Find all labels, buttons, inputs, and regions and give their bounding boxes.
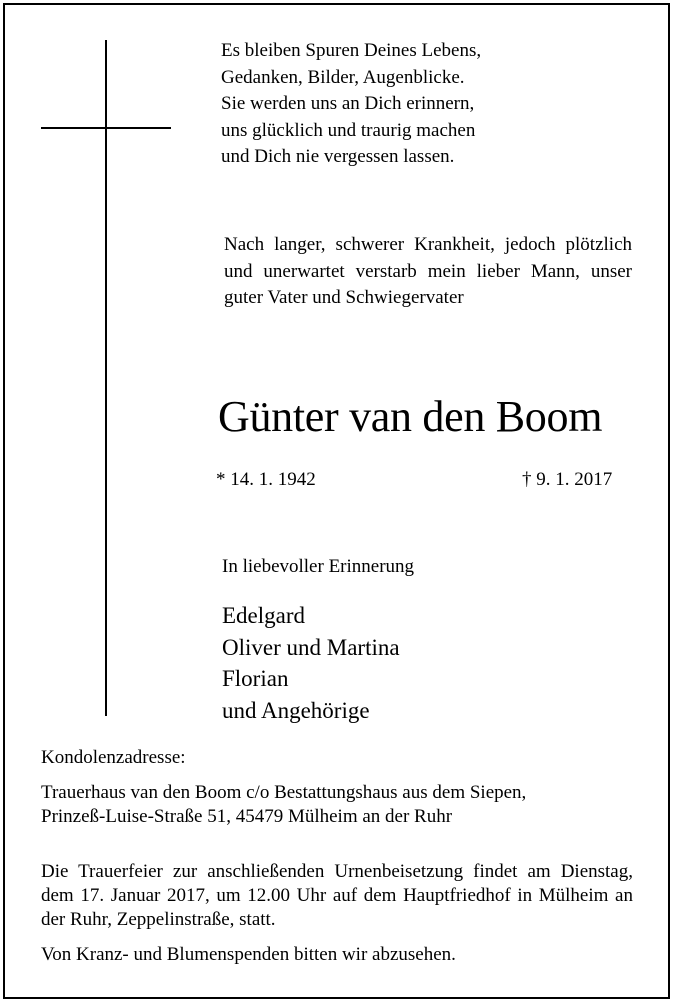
- mourners-list: [222, 600, 400, 726]
- address-line: Trauerhaus van den Boom c/o Bestattungshaus aus dem Siepen,: [41, 782, 527, 803]
- cross-vertical-bar: [105, 40, 107, 716]
- deceased-name: Günter van den Boom: [218, 392, 603, 441]
- condolence-address: [41, 781, 581, 829]
- ceremony-info: Die Trauerfeier zur anschließenden Urnenbeisetzung findet am Dienstag, dem 17. Januar 2017, um 12.00 Uhr auf dem Hauptfriedhof in Mülheim an der Ruhr, Zeppelinstraße, statt.: [41, 861, 633, 930]
- address-line: Prinzeß-Luise-Straße 51, 45479 Mülheim an der Ruhr: [41, 806, 453, 827]
- mourner-name: Florian: [222, 666, 289, 691]
- poem-line: Es bleiben Spuren Deines Lebens,: [221, 40, 482, 61]
- poem-line: uns glücklich und traurig machen: [221, 119, 476, 141]
- birth-date: * 14. 1. 1942: [216, 469, 316, 490]
- death-announcement-text: Nach langer, schwerer Krankheit, jedoch plötzlich und unerwartet verstarb mein lieber Mann, unser guter Vater und Schwiegervater: [224, 234, 632, 309]
- condolence-label: Kondolenzadresse:: [41, 747, 186, 768]
- death-date: † 9. 1. 2017: [522, 469, 613, 490]
- poem-line: und Dich nie vergessen lassen.: [221, 146, 455, 168]
- mourner-name: Oliver und Martina: [222, 634, 400, 660]
- mourner-name: und Angehörige: [222, 697, 370, 723]
- poem: [221, 38, 481, 171]
- cross-horizontal-bar: [41, 127, 171, 129]
- poem-line: Sie werden uns an Dich erinnern,: [221, 93, 475, 115]
- poem-line: Gedanken, Bilder, Augenblicke.: [221, 66, 465, 88]
- mourner-name: Edelgard: [222, 603, 306, 628]
- memory-line: In liebevoller Erinnerung: [222, 556, 415, 577]
- wreath-note: Von Kranz- und Blumenspenden bitten wir abzusehen.: [41, 944, 456, 965]
